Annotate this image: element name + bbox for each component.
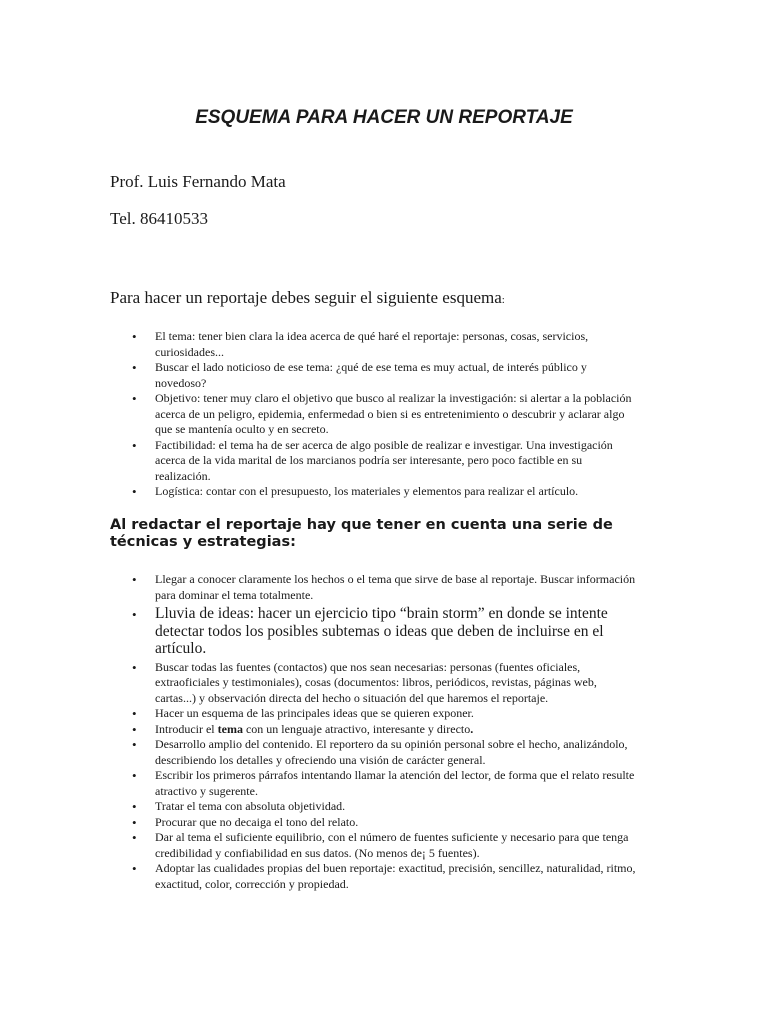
list-item-text: Buscar el lado noticioso de ese tema: ¿qué de ese tema es muy actual, de interés público y novedoso? <box>155 360 587 390</box>
bullet-icon: • <box>132 329 137 344</box>
bullet-icon: • <box>132 607 137 622</box>
list-item <box>110 768 640 799</box>
bullet-icon: • <box>132 572 137 587</box>
list-item-text: El tema: tener bien clara la idea acerca de qué haré el reportaje: personas, cosas, servicios, curiosidades... <box>155 329 589 359</box>
bullet-icon: • <box>132 861 137 876</box>
techniques-list <box>110 572 640 892</box>
bullet-icon: • <box>132 830 137 845</box>
bullet-icon: • <box>132 721 137 737</box>
bullet-icon: • <box>132 768 137 783</box>
list-item <box>110 706 640 722</box>
intro-text: Para hacer un reportaje debes seguir el siguiente esquema <box>110 288 502 307</box>
list-item <box>110 722 640 738</box>
list-item-text: Lluvia de ideas: hacer un ejercicio tipo “brain storm” en donde se intente detectar todos los posibles subtemas o ideas que deben de incluirse en el artículo. <box>155 605 608 657</box>
techniques-heading: Al redactar el reportaje hay que tener en cuenta una serie de técnicas y estrategias: <box>110 517 613 550</box>
emphasized-word: tema <box>217 721 243 736</box>
list-item-text: Factibilidad: el tema ha de ser acerca de algo posible de realizar e investigar. Una investigación acerca de la vida marital de los marcianos podría ser interesante, pero poco factible en su realización. <box>155 437 613 483</box>
phone-line: Tel. 86410533 <box>110 209 208 228</box>
scheme-list <box>110 329 640 500</box>
list-item <box>110 660 640 707</box>
list-item <box>110 737 640 768</box>
list-item-text: Hacer un esquema de las principales ideas que se quieren exponer. <box>155 706 474 720</box>
list-item-text: Dar al tema el suficiente equilibrio, con el número de fuentes suficiente y necesario para que tenga credibilidad y confiabilidad en sus datos. (No menos de¡ 5 fuentes). <box>155 830 629 860</box>
bullet-icon: • <box>132 437 137 453</box>
list-item <box>110 799 640 815</box>
list-item-text: Tratar el tema con absoluta objetividad. <box>155 799 346 813</box>
document-title: ESQUEMA PARA HACER UN REPORTAJE <box>195 107 573 128</box>
bullet-icon: • <box>132 799 137 814</box>
author-line: Prof. Luis Fernando Mata <box>110 172 286 191</box>
intro-colon: : <box>501 294 505 306</box>
list-item-text-end: con un lenguaje atractivo, interesante y directo <box>242 721 471 736</box>
list-item <box>110 605 640 658</box>
list-item-text: Desarrollo amplio del contenido. El reportero da su opinión personal sobre el hecho, analizándolo, describiendo los detalles y ofreciendo una visión de carácter general. <box>155 737 628 767</box>
list-item-text: Logística: contar con el presupuesto, los materiales y elementos para realizar el artículo. <box>155 484 579 498</box>
list-item-text <box>155 722 473 736</box>
list-item <box>110 830 640 861</box>
list-item <box>110 360 640 391</box>
list-item <box>110 484 640 500</box>
intro-paragraph <box>110 288 505 308</box>
list-item-text: Llegar a conocer claramente los hechos o el tema que sirve de base al reportaje. Buscar información para dominar el tema totalmente. <box>155 572 636 602</box>
bullet-icon: • <box>132 391 137 406</box>
emphasized-period: . <box>470 721 474 736</box>
bullet-icon: • <box>132 360 137 375</box>
list-item <box>110 391 640 438</box>
bullet-icon: • <box>132 484 137 499</box>
list-item <box>110 861 640 892</box>
list-item <box>110 329 640 360</box>
list-item-text: Buscar todas las fuentes (contactos) que nos sean necesarias: personas (fuentes oficiales, extraoficiales y testimoniales), cosas (documentos: libros, periódicos, revistas, páginas web, cartas...) y observación directa del hecho o situación del que haremos el reportaje. <box>155 659 597 705</box>
list-item <box>110 438 640 485</box>
bullet-icon: • <box>132 706 137 721</box>
list-item <box>110 572 640 603</box>
bullet-icon: • <box>132 659 137 675</box>
list-item-text: Objetivo: tener muy claro el objetivo que busco al realizar la investigación: si alertar a la población acerca de un peligro, epidemia, enfermedad o bien si es entretenimiento o descubrir y aclarar algo que se mantenía oculto y en secreto. <box>155 391 632 436</box>
list-item-text-start: Introducir el <box>155 721 218 736</box>
list-item-text: Escribir los primeros párrafos intentando llamar la atención del lector, de forma que el relato resulte atractivo y sugerente. <box>155 768 635 798</box>
list-item-text: Adoptar las cualidades propias del buen reportaje: exactitud, precisión, sencillez, naturalidad, ritmo, exactitud, color, corrección y propiedad. <box>155 861 636 891</box>
list-item <box>110 815 640 831</box>
bullet-icon: • <box>132 737 137 752</box>
bullet-icon: • <box>132 814 137 830</box>
list-item-text: Procurar que no decaiga el tono del relato. <box>155 814 359 829</box>
